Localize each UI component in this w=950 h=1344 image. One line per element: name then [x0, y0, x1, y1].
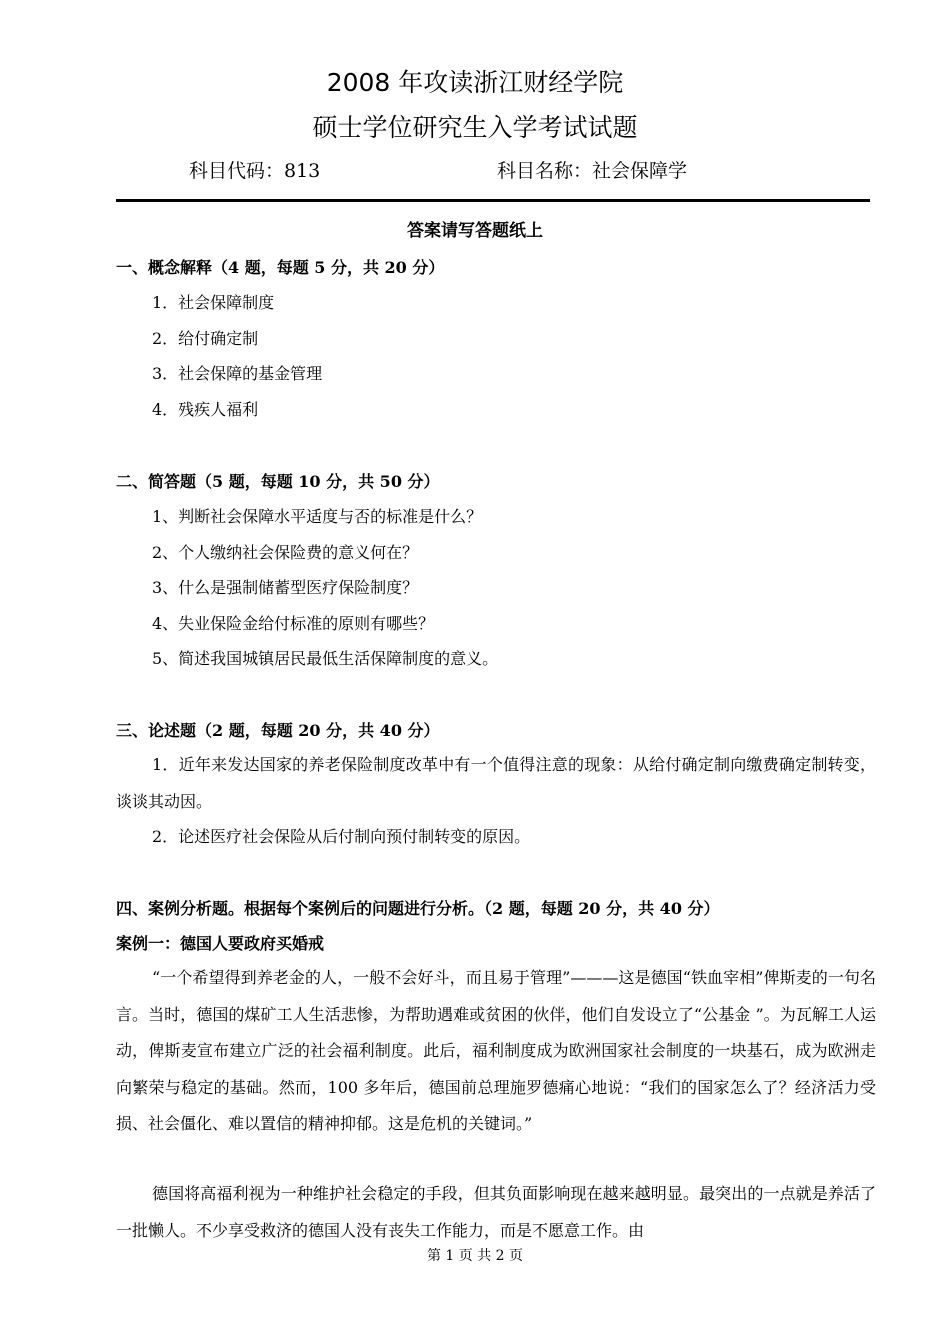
subject-name: 科目名称：社会保障学 [497, 160, 688, 182]
section2-item: 3、什么是强制储蓄型医疗保险制度？ [152, 578, 419, 597]
section2-heading: 二、简答题（5 题，每题 10 分，共 50 分） [116, 472, 440, 491]
section1-item: 2．给付确定制 [152, 329, 259, 348]
section2-item: 5、简述我国城镇居民最低生活保障制度的意义。 [152, 649, 499, 668]
exam-title-line1: 2008 年攻读浙江财经学院 [326, 68, 624, 97]
section1-item: 1．社会保障制度 [152, 293, 275, 312]
section2-item: 2、个人缴纳社会保险费的意义何在？ [152, 543, 419, 562]
section2-item: 1、判断社会保障水平适度与否的标准是什么？ [152, 507, 483, 526]
section1-item: 4．残疾人福利 [152, 400, 259, 419]
section1-heading: 一、概念解释（4 题，每题 5 分，共 20 分） [116, 258, 445, 277]
page-number: 第 1 页 共 2 页 [426, 1248, 524, 1264]
header-divider [116, 199, 870, 202]
section3-heading: 三、论述题（2 题，每题 20 分，共 40 分） [116, 721, 440, 740]
subject-code: 科目代码：813 [189, 160, 321, 182]
case1-paragraph: 德国将高福利视为一种维护社会稳定的手段，但其负面影响现在越来越明显。最突出的一点就是养活了一批懒人。不少享受救济的德国人没有丧失工作能力，而是不愿意工作。由 [116, 1184, 876, 1240]
section3-item: 2．论述医疗社会保险从后付制向预付制转变的原因。 [152, 827, 531, 846]
section1-item: 3．社会保障的基金管理 [152, 364, 323, 383]
exam-title-line2: 硕士学位研究生入学考试试题 [312, 113, 638, 142]
case1-paragraph: “一个希望得到养老金的人，一般不会好斗，而且易于管理”———这是德国“铁血宰相”俾斯麦的一句名言。当时，德国的煤矿工人生活悲惨，为帮助遇难或贫困的伙伴，他们自发设立了“公基金 ”。为瓦解工人运动，俾斯麦宣布建立广泛的社会福利制度。此后，福利制度成为欧洲国家社会制度的一块基石，成为欧洲走向繁荣与稳定的基础。然而，100 多年后，德国前总理施罗德痛心地说：“我们的国家怎么了？经济活力受损、社会僵化、难以置信的精神抑郁。这是危机的关键词。” [116, 968, 876, 1133]
case1-title: 案例一：德国人要政府买婚戒 [116, 934, 325, 953]
answer-notice: 答案请写答题纸上 [407, 221, 543, 241]
section2-item: 4、失业保险金给付标准的原则有哪些？ [152, 614, 435, 633]
section3-item: 1．近年来发达国家的养老保险制度改革中有一个值得注意的现象：从给付确定制向缴费确定制转变，谈谈其动因。 [116, 755, 876, 811]
section4-heading: 四、案例分析题。根据每个案例后的问题进行分析。（2 题，每题 20 分，共 40 分） [116, 899, 720, 918]
